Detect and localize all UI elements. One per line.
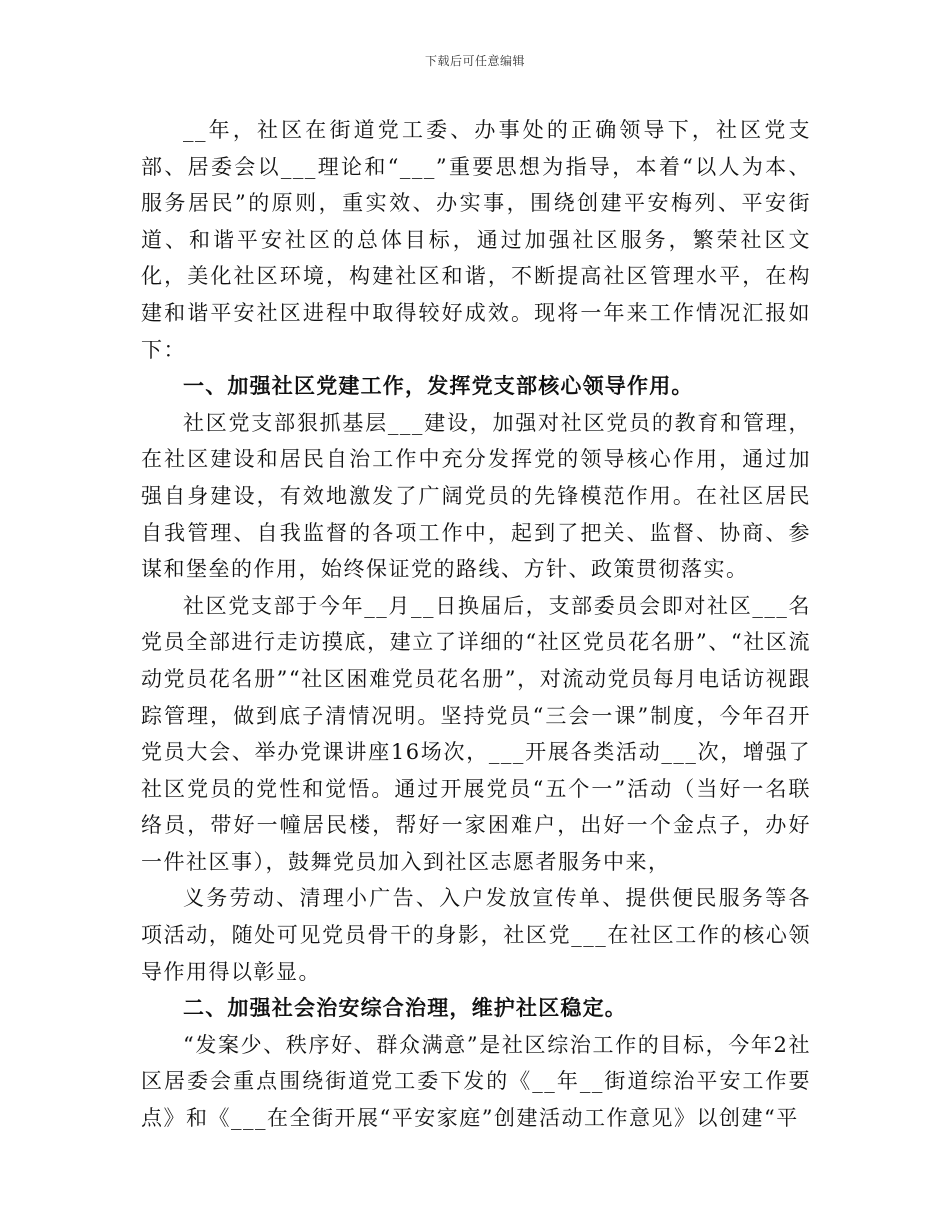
paragraph-security: “发案少、秩序好、群众满意”是社区综治工作的目标，今年2社区居委会重点围绕街道党工委下发的《__年__街道综治平安工作要点》和《___在全街开展“平安家庭”创建活动工作意见》以创建“平 [141,1032,811,1131]
document-body [141,112,811,1137]
paragraph-party-building: 社区党支部狠抓基层___建设，加强对社区党员的教育和管理，在社区建设和居民自治工作中充分发挥党的领导核心作用，通过加强自身建设，有效地激发了广阔党员的先锋模范作用。在社区居民自我管理、自我监督的各项工作中，起到了把关、监督、协商、参谋和堡垒的作用，始终保证党的路线、方针、政策贯彻落实。 [141,410,811,582]
page-header: 下载后可任意编辑 [424,54,525,68]
paragraph-intro: __年，社区在街道党工委、办事处的正确领导下，社区党支部、居委会以___理论和“___”重要思想为指导，本着“以人为本、服务居民”的原则，重实效、办实事，围绕创建平安梅列、平安街道、和谐平安社区的总体目标，通过加强社区服务，繁荣社区文化，美化社区环境，构建社区和谐，不断提高社区管理水平，在构建和谐平安社区进程中取得较好成效。现将一年来工作情况汇报如下： [141,118,811,362]
paragraph-party-members: 社区党支部于今年__月__日换届后，支部委员会即对社区___名党员全部进行走访摸底，建立了详细的“社区党员花名册”、“社区流动党员花名册”“社区困难党员花名册”，对流动党员每月电话访视跟踪管理，做到底子清情况明。坚持党员“三会一课”制度，今年召开党员大会、举办党课讲座16场次，___开展各类活动___次，增强了社区党员的党性和觉悟。通过开展党员“五个一”活动（当好一名联络员，带好一幢居民楼，帮好一家困难户，出好一个金点子，办好一件社区事），鼓舞党员加入到社区志愿者服务中来， [141,593,811,874]
paragraph-volunteer: 义务劳动、清理小广告、入户发放宣传单、提供便民服务等各项活动，随处可见党员骨干的身影，社区党___在社区工作的核心领导作用得以彰显。 [141,886,811,984]
section-heading-2: 二、加强社会治安综合治理，维护社区稳定。 [183,995,627,1021]
section-heading-1: 一、加强社区党建工作，发挥党支部核心领导作用。 [183,373,694,399]
